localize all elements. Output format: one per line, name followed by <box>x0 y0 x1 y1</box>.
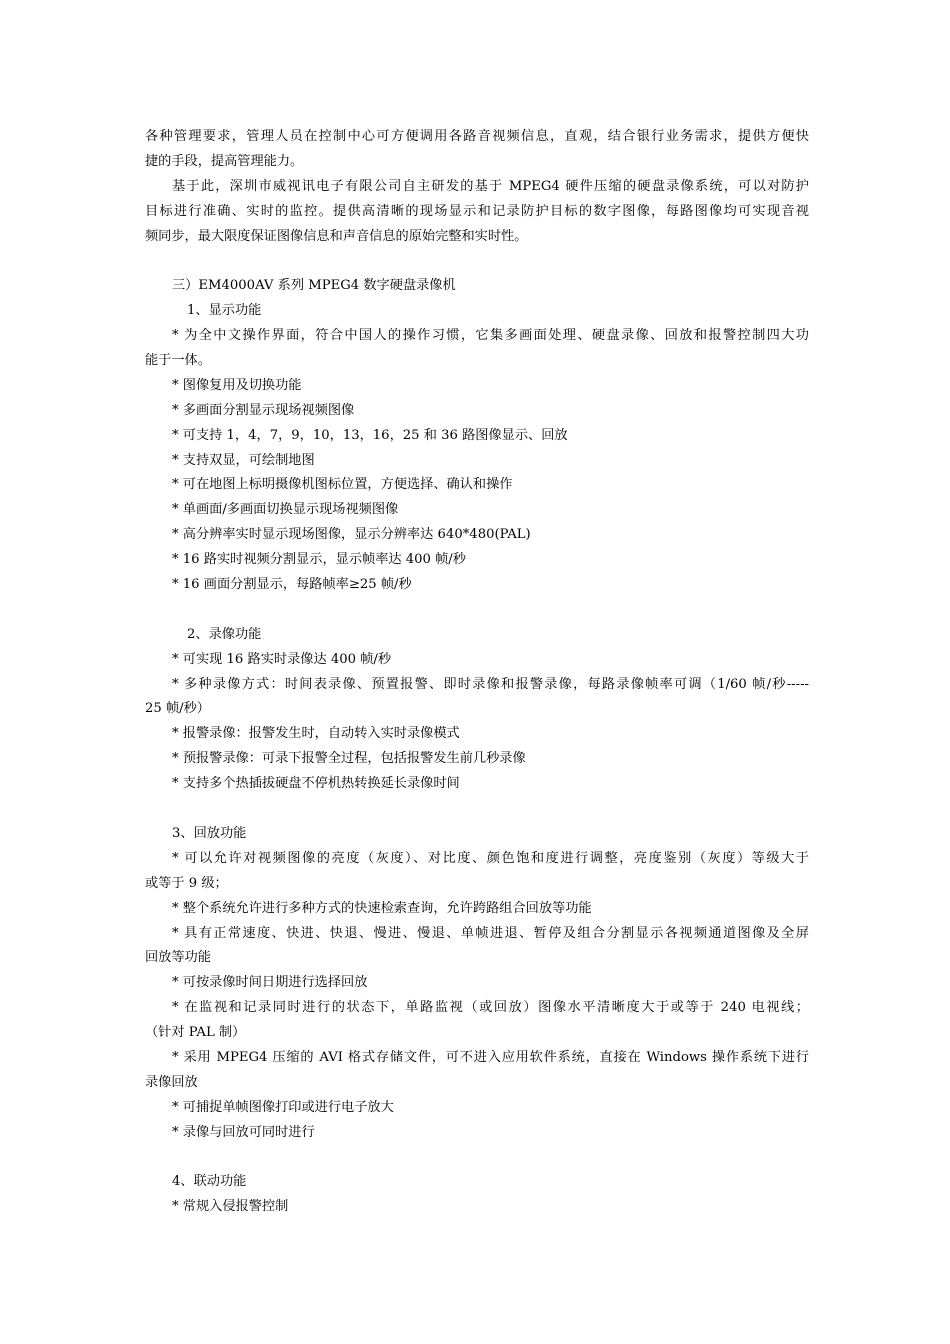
blank-line <box>145 249 809 274</box>
text-line: * 可实现 16 路实时录像达 400 帧/秒 <box>172 651 392 667</box>
text-line: 捷的手段，提高管理能力。 <box>145 153 304 169</box>
text-line: （针对 PAL 制） <box>145 1025 246 1041</box>
text-line: 回放等功能 <box>145 950 211 966</box>
blank-line <box>145 1146 809 1171</box>
text-line: 各种管理要求，管理人员在控制中心可方便调用各路音视频信息，直观，结合银行业务需求，提供方便快 <box>145 129 809 144</box>
text-line: 3、回放功能 <box>172 825 247 841</box>
text-line: 或等于 9 级； <box>145 875 228 891</box>
text-line: * 单画面/多画面切换显示现场视频图像 <box>172 502 399 518</box>
text-line: 2、录像功能 <box>187 626 262 642</box>
text-line: * 常规入侵报警控制 <box>172 1199 289 1215</box>
text-line: 基于此，深圳市威视讯电子有限公司自主研发的基于 MPEG4 硬件压缩的硬盘录像系统，可以对防护 <box>172 178 809 194</box>
document-body <box>145 125 809 1220</box>
text-line: * 在监视和记录同时进行的状态下，单路监视（或回放）图像水平清晰度大于或等于 240 电视线； <box>172 1000 809 1016</box>
text-line: * 16 路实时视频分割显示，显示帧率达 400 帧/秒 <box>172 552 466 568</box>
text-line: * 多画面分割显示现场视频图像 <box>172 402 355 418</box>
text-line: * 可捕捉单帧图像打印或进行电子放大 <box>172 1099 394 1115</box>
text-line: 25 帧/秒） <box>145 701 210 717</box>
text-line: * 可支持 1，4，7，9，10，13，16，25 和 36 路图像显示、回放 <box>172 427 568 443</box>
text-line: * 整个系统允许进行多种方式的快速检索查询，允许跨路组合回放等功能 <box>172 900 592 916</box>
text-line: * 可按录像时间日期进行选择回放 <box>172 975 368 991</box>
text-line: 目标进行准确、实时的监控。提供高清晰的现场显示和记录防护目标的数字图像，每路图像均可实现音视 <box>145 203 809 219</box>
blank-line <box>145 797 809 822</box>
text-line: * 为全中文操作界面，符合中国人的操作习惯，它集多画面处理、硬盘录像、回放和报警控制四大功 <box>172 328 809 344</box>
text-line: * 支持双显，可绘制地图 <box>172 452 315 468</box>
text-line: 1、显示功能 <box>187 303 262 319</box>
text-line: 4、联动功能 <box>172 1174 247 1190</box>
text-line: * 具有正常速度、快进、快退、慢进、慢退、单帧进退、暂停及组合分割显示各视频通道图像及全屏 <box>172 925 809 941</box>
text-line: 频同步，最大限度保证图像信息和声音信息的原始完整和实时性。 <box>145 228 528 244</box>
text-line: * 采用 MPEG4 压缩的 AVI 格式存储文件，可不进入应用软件系统，直接在 Windows 操作系统下进行 <box>172 1049 809 1065</box>
text-line: * 预报警录像：可录下报警全过程，包括报警发生前几秒录像 <box>172 751 526 767</box>
text-line: * 多种录像方式：时间表录像、预置报警、即时录像和报警录像，每路录像帧率可调（1/60 帧/秒----- <box>172 676 809 692</box>
text-line: 录像回放 <box>145 1074 198 1090</box>
text-line: 能于一体。 <box>145 353 211 369</box>
text-line: * 支持多个热插拔硬盘不停机热转换延长录像时间 <box>172 776 460 792</box>
text-line: * 高分辨率实时显示现场图像，显示分辨率达 640*480(PAL) <box>172 527 531 543</box>
text-line: * 图像复用及切换功能 <box>172 377 302 393</box>
text-line: * 可在地图上标明摄像机图标位置，方便选择、确认和操作 <box>172 477 513 493</box>
text-line: * 录像与回放可同时进行 <box>172 1124 315 1140</box>
text-line: 三）EM4000AV 系列 MPEG4 数字硬盘录像机 <box>172 278 456 294</box>
blank-line <box>145 598 809 623</box>
text-line: * 16 画面分割显示，每路帧率≥25 帧/秒 <box>172 577 412 593</box>
text-line: * 报警录像：报警发生时，自动转入实时录像模式 <box>172 726 460 742</box>
text-line: * 可以允许对视频图像的亮度（灰度）、对比度、颜色饱和度进行调整，亮度鉴别（灰度）等级大于 <box>172 850 809 866</box>
